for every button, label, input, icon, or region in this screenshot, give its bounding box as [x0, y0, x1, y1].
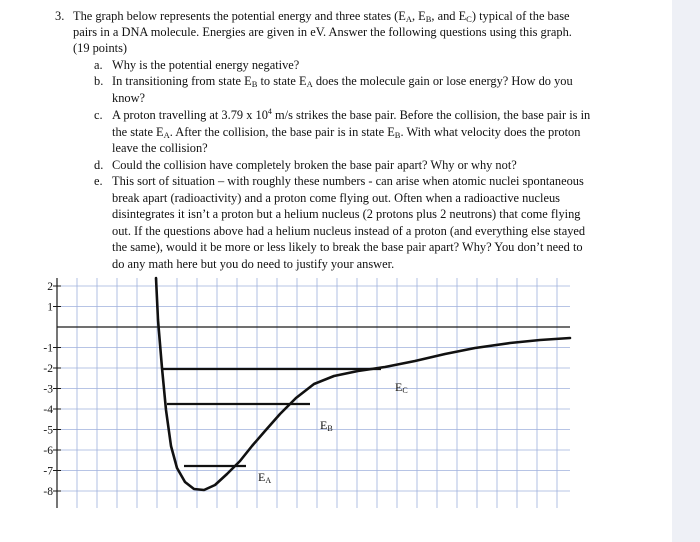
y-tick-label: -2	[43, 363, 53, 375]
label-state-a: EA	[258, 470, 272, 485]
question-points: (19 points)	[73, 41, 128, 55]
subquestion-text-line: In transitioning from state $E_B$ to state $E_A$ does the molecule gain or lose energy? How do you	[112, 74, 573, 89]
graph-grid	[57, 278, 570, 508]
y-tick-label: 1	[47, 301, 53, 314]
subquestion-text: Could the collision have completely broken the base pair apart? Why or why not?	[112, 158, 517, 172]
subquestion-text-line: break apart (radioactivity) and a proton come flying out. Often when a radioactive nucleus	[112, 190, 560, 205]
label-state-b: EB	[320, 418, 333, 433]
y-tick-label: -6	[43, 445, 53, 457]
graph-axes	[57, 278, 570, 508]
subquestion-letter: c.	[94, 108, 103, 122]
y-tick-label: -5	[43, 424, 53, 437]
question-intro-line-1: The graph below represents the potential energy and three states ($E_A$, $E_B$, and $E_C$) typical of the base	[73, 9, 570, 24]
subquestion-letter: a.	[94, 58, 103, 72]
subquestion-letter: e.	[94, 174, 103, 188]
subquestion-text-line: the same), would it be more or less likely to break the base pair apart? Why? You don’t need to	[112, 240, 583, 254]
subquestion-text-line: out. If the questions above had a helium nucleus instead of a proton (and everything else stayed	[112, 223, 586, 238]
y-tick-label: 2	[47, 281, 53, 293]
y-tick-label: -8	[43, 486, 53, 498]
label-state-c: EC	[395, 380, 408, 395]
subquestion-text-line: disintegrates it isn’t a proton but a helium nucleus (2 protons plus 2 neutrons) that come flying	[112, 207, 581, 221]
potential-energy-curve	[156, 278, 570, 490]
subquestion-text-line: This sort of situation – with roughly these numbers - can arise when atomic nuclei spontaneous	[112, 174, 584, 188]
question-intro-line-2: pairs in a DNA molecule. Energies are given in eV. Answer the following questions using this graph.	[73, 25, 572, 39]
y-tick-label: -1	[43, 342, 53, 355]
question-number: 3.	[55, 9, 65, 23]
subquestion-text-line: A proton travelling at 3.79 x $10^4$ m/s strikes the base pair. Before the collision, the base pair is in	[112, 107, 591, 122]
subquestion-text-line: leave the collision?	[112, 141, 208, 155]
y-tick-label: -7	[43, 465, 53, 478]
subquestion-letter: d.	[94, 158, 104, 172]
subquestion-text: Why is the potential energy negative?	[112, 58, 300, 72]
y-tick-labels	[43, 281, 61, 498]
subquestion-text-line: know?	[112, 90, 146, 105]
subquestion-text-line: the state $E_A$. After the collision, the base pair is in state $E_B$. With what velocity does the proton	[112, 124, 581, 140]
y-tick-label: -3	[43, 383, 53, 396]
subquestion-letter: b.	[94, 74, 104, 88]
y-tick-label: -4	[43, 404, 53, 416]
subquestion-text-line: do any math here but you do need to justify your answer.	[112, 256, 395, 271]
